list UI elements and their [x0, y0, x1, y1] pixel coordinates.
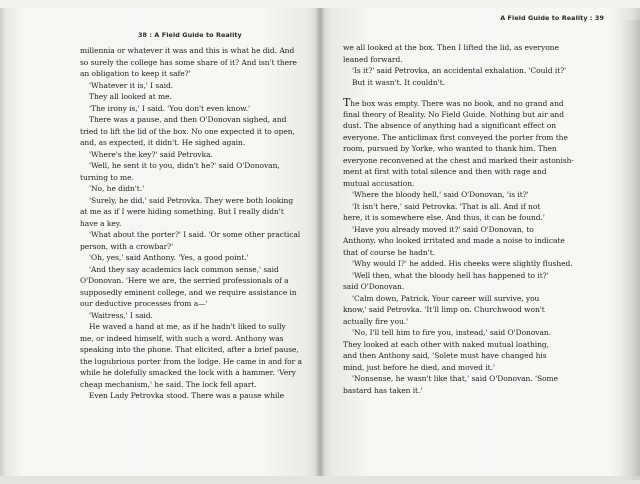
- text-line: dust. The absence of anything had a significant effect on: [343, 121, 557, 130]
- text-line: 'Why would I?' he added. His cheeks were slightly flushed.: [352, 259, 573, 268]
- text-line: speaking into the phone. That elicited, after a brief pause,: [80, 345, 299, 354]
- text-line: and then Anthony said, 'Solete must have changed his: [343, 351, 547, 360]
- text-line: 'No, he didn't.': [89, 184, 145, 193]
- text-line: 'Waitress,' I said.: [89, 310, 153, 320]
- text-line: turning to me.: [80, 172, 134, 182]
- text-line: actually fire you.': [343, 316, 409, 326]
- text-line: bastard has taken it.': [343, 385, 423, 395]
- text-line: 'Calm down, Patrick. Your career will survive, you: [352, 293, 540, 303]
- right-page-text: [343, 42, 606, 396]
- text-line: 'Well then, what the bloody hell has happened to it?': [352, 270, 549, 280]
- text-line: so surely the college has some share of it? And isn't there: [80, 57, 297, 67]
- text-line: ment at first with total silence and then with rage and: [343, 167, 547, 176]
- text-line: Anthony, who looked irritated and made a noise to indicate: [343, 236, 565, 245]
- text-line: know,' said Petrovka. 'It'll limp on. Churchwood won't: [343, 305, 545, 314]
- text-line: that of course he hadn't.: [343, 247, 435, 257]
- text-line: while he dolefully smacked the lock with a hammer. 'Very: [80, 368, 296, 377]
- text-line: have a key.: [80, 218, 122, 228]
- text-line: 'Well, he sent it to you, didn't he?' said O'Donovan,: [89, 161, 280, 170]
- text-line: our deductive processes from a—': [80, 299, 208, 308]
- text-line: 'Is it?' said Petrovka, an accidental exhalation. 'Could it?': [352, 66, 567, 75]
- right-page: [320, 8, 640, 476]
- text-line: 'Have you already moved it?' said O'Donovan, to: [352, 224, 534, 234]
- right-running-header: A Field Guide to Reality : 39: [500, 14, 604, 22]
- text-line: here, it is somewhere else. And thus, it can be found.': [343, 213, 545, 222]
- text-line: The box was empty. There was no book, and no grand and: [343, 96, 564, 109]
- text-line: leaned forward.: [343, 54, 403, 64]
- text-line: everyone reconvened at the chest and marked their astonish-: [343, 155, 574, 165]
- text-line: person, with a crowbar?': [80, 241, 174, 251]
- text-line: O'Donovan. 'Here we are, the serried professionals of a: [80, 276, 289, 285]
- text-line: millennia or whatever it was and this is what he did. And: [80, 46, 295, 55]
- text-line: Even Lady Petrovka stood. There was a pause while: [89, 391, 285, 400]
- page-edge-shadow: [620, 20, 640, 480]
- text-line: 'The irony is,' I said. 'You don't even know.': [89, 103, 250, 113]
- left-running-header: 38 : A Field Guide to Reality: [138, 31, 242, 39]
- text-line: the lugubrious porter from the lodge. He came in and for a: [80, 356, 302, 366]
- open-book: [0, 8, 640, 476]
- text-line: at me as if I were hiding something. But I really didn't: [80, 207, 284, 216]
- left-page-text: [80, 45, 304, 402]
- text-line: 'It isn't here,' said Petrovka. 'That is all. And if not: [352, 201, 541, 211]
- text-line: we all looked at the box. Then I lifted the lid, as everyone: [343, 43, 559, 52]
- text-line: He waved a hand at me, as if he hadn't liked to sully: [89, 322, 286, 331]
- text-line: 'Surely, he did,' said Petrovka. They were both looking: [89, 195, 294, 205]
- text-line: mutual accusation.: [343, 178, 415, 188]
- text-line: an obligation to keep it safe?': [80, 69, 191, 78]
- text-line: But it wasn't. It couldn't.: [352, 77, 445, 87]
- text-line: cheap mechanism,' he said. The lock fell apart.: [80, 379, 257, 389]
- text-line: and, as expected, it didn't. He sighed again.: [80, 138, 246, 147]
- text-line: everyone. The anticlimax first conveyed the porter from the: [343, 132, 568, 142]
- text-line: 'No, I'll tell him to fire you, instead,' said O'Donovan.: [352, 328, 552, 337]
- text-line: supposedly eminent college, and we require assistance in: [80, 287, 297, 297]
- left-page: [0, 8, 320, 476]
- text-line: me, or indeed himself, with such a word. Anthony was: [80, 333, 284, 343]
- text-line: 'Whatever it is,' I said.: [89, 80, 174, 90]
- text-line: said O'Donovan.: [343, 282, 405, 291]
- book-gutter: [316, 8, 324, 476]
- text-line: room, pursued by Yorke, who wanted to thank him. Then: [343, 144, 557, 153]
- text-line: They all looked at me.: [89, 92, 172, 101]
- text-line: 'Oh, yes,' said Anthony. 'Yes, a good point.': [89, 253, 249, 262]
- text-line: 'And they say academics lack common sense,' said: [89, 264, 279, 274]
- text-line: mind, just before he died, and moved it.': [343, 362, 495, 372]
- text-line: They looked at each other with naked mutual loathing,: [343, 339, 550, 349]
- text-line: tried to lift the lid of the box. No one expected it to open,: [80, 126, 295, 136]
- text-line: There was a pause, and then O'Donovan sighed, and: [89, 115, 287, 124]
- text-line: 'Nonsense, he wasn't like that,' said O'Donovan. 'Some: [352, 374, 559, 383]
- text-line: 'Where's the key?' said Petrovka.: [89, 149, 213, 159]
- text-line: 'Where the bloody hell,' said O'Donovan, 'is it?': [352, 190, 529, 199]
- text-line: 'What about the porter?' I said. 'Or some other practical: [89, 230, 301, 239]
- text-line: final theory of Reality. No Field Guide. Nothing but air and: [343, 109, 564, 119]
